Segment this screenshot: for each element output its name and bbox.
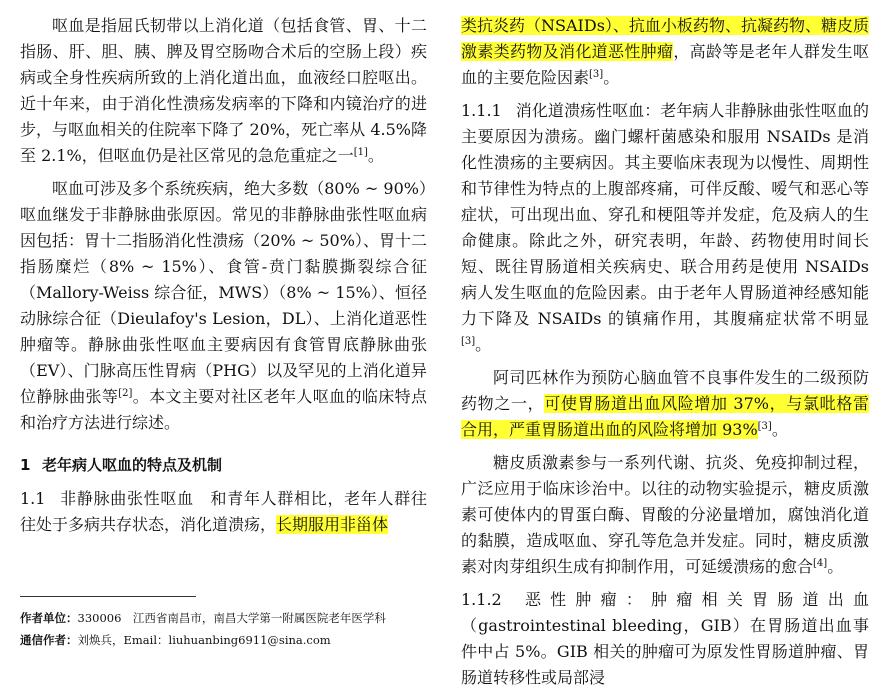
- risk-factors-paragraph: 类抗炎药（NSAIDs）、抗血小板药物、抗凝药物、糖皮质激素类药物及消化道恶性肿瘤，高龄等是老年人群发生呕血的主要危险因素[3]。: [461, 16, 869, 87]
- citation-4: [4]: [813, 558, 828, 569]
- citation-3c: [3]: [757, 421, 772, 432]
- glucocorticoid-paragraph: 糖皮质激素参与一系列代谢、抗炎、免疫抑制过程，广泛应用于临床诊治中。以往的动物实验提示，糖皮质激素可使体内的胃蛋白酶、胃酸的分泌量增加，腐蚀消化道的黏膜，造成呕血、穿孔等危急并发症。同时，糖皮质激素对肉芽组织生成有抑制作用，可延缓溃疡的愈合[4]。: [461, 453, 869, 576]
- citation-3a: [3]: [589, 69, 604, 80]
- subsection-1-1: 1.1 非静脉曲张性呕血 和青年人群相比，老年人群往往处于多病共存状态，消化道溃疡，长期服用非甾体: [20, 489, 427, 534]
- citation-3b: [3]: [461, 336, 476, 347]
- citation-1: [1]: [353, 147, 368, 158]
- subsection-1-1-1: 1.1.1 消化道溃疡性呕血：老年病人非静脉曲张性呕血的主要原因为溃疡。幽门螺杆菌感染和服用 NSAIDs 是消化性溃疡的主要病因。其主要临床表现为以慢性、周期性和节律性为特点的上腹部疼痛，可伴反酸、嗳气和恶心等症状，可出现出血、穿孔和梗阻等并发症，危及病人的生命健康。除此之外，研究表明，年龄、药物使用时间长短、既往胃肠道相关疾病史、联合用药是使用 NSAIDs 病人发生呕血的危险因素。由于老年人胃肠道神经感知能力下降及 NSAIDs 的镇痛作用，其腹痛症状常不明显[3]。: [461, 101, 869, 354]
- highlight-risk-drugs: 类抗炎药（NSAIDs）、抗血小板药物、抗凝药物、糖皮质激素类药物及消化道恶性肿瘤: [461, 16, 869, 61]
- footnote-rule: [20, 596, 196, 597]
- footnote-correspondence: 通信作者：刘焕兵，Email：liuhuanbing6911@sina.com: [20, 633, 331, 647]
- subsection-1-1-2: 1.1.2 恶性肿瘤：肿瘤相关胃肠道出血（gastrointestinal bleeding，GIB）在胃肠道出血事件中占 5%。GIB 相关的肿瘤可为原发性胃肠道肿瘤、胃肠道转移性或局部浸: [461, 590, 869, 687]
- citation-2: [2]: [118, 388, 133, 399]
- right-column: [461, 0, 869, 691]
- aspirin-paragraph: 阿司匹林作为预防心脑血管不良事件发生的二级预防药物之一，可使胃肠道出血风险增加 37%，与氯吡格雷合用，严重胃肠道出血的风险将增加 93%[3]。: [461, 368, 869, 439]
- footnote-affiliation: 作者单位：330006 江西省南昌市，南昌大学第一附属医院老年医学科: [20, 611, 386, 625]
- section-1-heading: 1 老年病人呕血的特点及机制: [20, 456, 223, 474]
- left-column: [20, 0, 427, 538]
- intro-paragraph-2: 呕血可涉及多个系统疾病，绝大多数（80% ~ 90%）呕血继发于非静脉曲张原因。常见的非静脉曲张性呕血病因包括：胃十二指肠消化性溃疡（20% ~ 50%）、胃十二指肠糜烂（8% ~ 15%）、食管-贲门黏膜撕裂综合征（Mallory-Weiss 综合征，MWS）（8% ~ 15%）、恒径动脉综合征（Dieulafoy's Lesion，DL）、上消化道恶性肿瘤等。静脉曲张性呕血主要病因有食管胃底静脉曲张（EV）、门脉高压性胃病（PHG）以及罕见的上消化道异位静脉曲张等[2]。本文主要对社区老年人呕血的临床特点和治疗方法进行综述。: [20, 179, 427, 432]
- highlight-risk-drugs-start: 长期服用非甾体: [276, 515, 389, 534]
- intro-paragraph-1: 呕血是指屈氏韧带以上消化道（包括食管、胃、十二指肠、肝、胆、胰、脾及胃空肠吻合术后的空肠上段）疾病或全身性疾病所致的上消化道出血，血液经口腔呕出。近十年来，由于消化性溃疡发病率的下降和内镜治疗的进步，与呕血相关的住院率下降了 20%，死亡率从 4.5%降至 2.1%，但呕血仍是社区常见的急危重症之一[1]。: [20, 16, 427, 165]
- highlight-aspirin-risk: 可使胃肠道出血风险增加 37%，与氯吡格雷合用，严重胃肠道出血的风险将增加 93%: [461, 394, 869, 439]
